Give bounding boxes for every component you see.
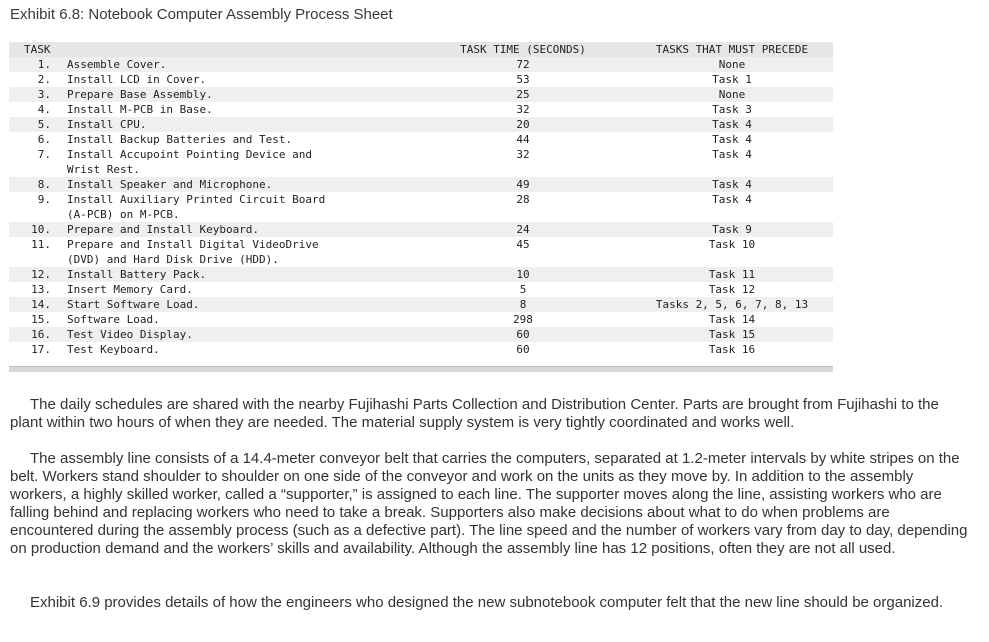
task-description-line: (DVD) and Hard Disk Drive (HDD).	[67, 253, 279, 266]
task-time: 28	[516, 193, 530, 206]
task-description-line: Prepare and Install Keyboard.	[67, 223, 260, 236]
task-description-line: Install Auxiliary Printed Circuit Board	[67, 193, 326, 206]
task-description-line: Install Accupoint Pointing Device and	[67, 148, 313, 161]
task-time: 24	[516, 223, 530, 236]
task-number: 12.	[31, 268, 51, 281]
table-row	[9, 282, 833, 297]
paragraph-supply-text: The daily schedules are shared with the nearby Fujihashi Parts Collection and Distribution Center. Parts are brought from Fujihashi to the plant within two hours of when they are needed. The material supply system is very tightly coordinated and works well.	[10, 396, 939, 431]
table-row	[9, 297, 833, 312]
table-body	[9, 57, 833, 357]
paragraph-assembly-line-text: The assembly line consists of a 14.4-meter conveyor belt that carries the computers, separated at 1.2-meter intervals by white stripes on the belt. Workers stand shoulder to shoulder on one side of the conveyor and work on the units as they move by. In addition to the assembly workers, a highly skilled worker, called a “supporter,” is assigned to each line. The supporter moves along the line, assisting workers who are falling behind and replacing workers who need to take a break. Supporters also make decisions about what to do when problems are encountered during the assembly process (such as a defective part). The line speed and the number of workers vary from day to day, depending on production demand and the workers’ skills and availability. Although the assembly line has 12 positions, often they are not all used.	[10, 450, 968, 557]
task-time: 60	[516, 328, 530, 341]
task-time: 8	[519, 298, 527, 311]
task-description	[67, 177, 447, 192]
task-number: 3.	[37, 88, 51, 101]
task-time: 49	[516, 178, 530, 191]
task-description-line: Start Software Load.	[67, 298, 200, 311]
task-number: 8.	[37, 178, 51, 191]
task-precedence: Task 16	[708, 343, 756, 356]
task-number: 15.	[31, 313, 51, 326]
task-number: 6.	[37, 133, 51, 146]
table-row	[9, 147, 833, 177]
task-time: 298	[513, 313, 533, 326]
task-time: 53	[516, 73, 530, 86]
task-precedence: Task 12	[708, 283, 756, 296]
header-precede: TASKS THAT MUST PRECEDE	[655, 43, 809, 56]
task-description-line: (A-PCB) on M-PCB.	[67, 208, 180, 221]
task-description	[67, 117, 447, 132]
task-description-line: Insert Memory Card.	[67, 283, 193, 296]
paragraph-assembly-line	[10, 450, 970, 558]
table-row	[9, 342, 833, 357]
table-header-row	[9, 42, 833, 57]
task-description	[67, 147, 447, 177]
task-precedence: Task 9	[712, 223, 752, 236]
task-description-line: Test Video Display.	[67, 328, 193, 341]
task-precedence: Task 3	[712, 103, 752, 116]
task-time: 20	[516, 118, 530, 131]
task-time: 10	[516, 268, 530, 281]
task-precedence: Task 10	[708, 238, 756, 251]
task-number: 14.	[31, 298, 51, 311]
paragraph-supply	[10, 396, 970, 432]
task-time: 45	[516, 238, 530, 251]
table-row	[9, 267, 833, 282]
table-bottom-border	[9, 366, 833, 372]
task-description	[67, 72, 447, 87]
table-row	[9, 192, 833, 222]
table-row	[9, 177, 833, 192]
task-description	[67, 132, 447, 147]
task-precedence: Tasks 2, 5, 6, 7, 8, 13	[655, 298, 809, 311]
task-time: 5	[519, 283, 527, 296]
table-row	[9, 72, 833, 87]
task-description	[67, 102, 447, 117]
task-number: 7.	[37, 148, 51, 161]
exhibit-title: Exhibit 6.8: Notebook Computer Assembly Process Sheet	[10, 6, 393, 23]
task-description	[67, 297, 447, 312]
header-task: TASK	[24, 43, 51, 56]
task-precedence: None	[718, 88, 746, 101]
table-row	[9, 87, 833, 102]
paragraph-exhibit-ref	[10, 594, 970, 612]
task-description-line: Install CPU.	[67, 118, 147, 131]
task-description-line: Prepare and Install Digital VideoDrive	[67, 238, 319, 251]
task-time: 72	[516, 58, 530, 71]
table-row	[9, 102, 833, 117]
task-description-line: Prepare Base Assembly.	[67, 88, 213, 101]
task-time: 32	[516, 148, 530, 161]
task-time: 60	[516, 343, 530, 356]
task-precedence: Task 1	[712, 73, 752, 86]
task-description	[67, 192, 447, 222]
task-precedence: Task 14	[708, 313, 756, 326]
task-number: 10.	[31, 223, 51, 236]
assembly-process-table	[9, 42, 833, 372]
task-precedence: Task 4	[712, 193, 752, 206]
task-description	[67, 282, 447, 297]
task-description	[67, 57, 447, 72]
task-time: 44	[516, 133, 530, 146]
task-description-line: Install LCD in Cover.	[67, 73, 207, 86]
paragraph-exhibit-ref-text: Exhibit 6.9 provides details of how the engineers who designed the new subnotebook computer felt that the new line should be organized.	[30, 594, 944, 611]
task-description-line: Test Keyboard.	[67, 343, 160, 356]
task-precedence: Task 4	[712, 118, 752, 131]
task-description	[67, 312, 447, 327]
task-number: 5.	[37, 118, 51, 131]
task-description	[67, 342, 447, 357]
task-number: 11.	[31, 238, 51, 251]
task-precedence: Task 11	[708, 268, 756, 281]
task-number: 1.	[37, 58, 51, 71]
task-precedence: Task 15	[708, 328, 756, 341]
task-description-line: Install Speaker and Microphone.	[67, 178, 273, 191]
task-description	[67, 267, 447, 282]
table-row	[9, 222, 833, 237]
task-precedence: Task 4	[712, 133, 752, 146]
task-description-line: Install Battery Pack.	[67, 268, 207, 281]
task-number: 9.	[37, 193, 51, 206]
task-description	[67, 237, 447, 267]
task-description-line: Assemble Cover.	[67, 58, 167, 71]
task-number: 4.	[37, 103, 51, 116]
task-description-line: Wrist Rest.	[67, 163, 140, 176]
task-number: 13.	[31, 283, 51, 296]
header-task-time: TASK TIME (SECONDS)	[460, 43, 586, 56]
task-description-line: Install Backup Batteries and Test.	[67, 133, 293, 146]
task-description	[67, 327, 447, 342]
task-description-line: Install M-PCB in Base.	[67, 103, 213, 116]
task-precedence: Task 4	[712, 178, 752, 191]
table-row	[9, 132, 833, 147]
task-precedence: Task 4	[712, 148, 752, 161]
table-row	[9, 327, 833, 342]
table-row	[9, 237, 833, 267]
table-row	[9, 117, 833, 132]
table-row	[9, 312, 833, 327]
table-row	[9, 57, 833, 72]
task-description	[67, 222, 447, 237]
task-number: 2.	[37, 73, 51, 86]
task-number: 17.	[31, 343, 51, 356]
task-description	[67, 87, 447, 102]
task-precedence: None	[718, 58, 746, 71]
task-time: 25	[516, 88, 530, 101]
task-number: 16.	[31, 328, 51, 341]
task-time: 32	[516, 103, 530, 116]
task-description-line: Software Load.	[67, 313, 160, 326]
